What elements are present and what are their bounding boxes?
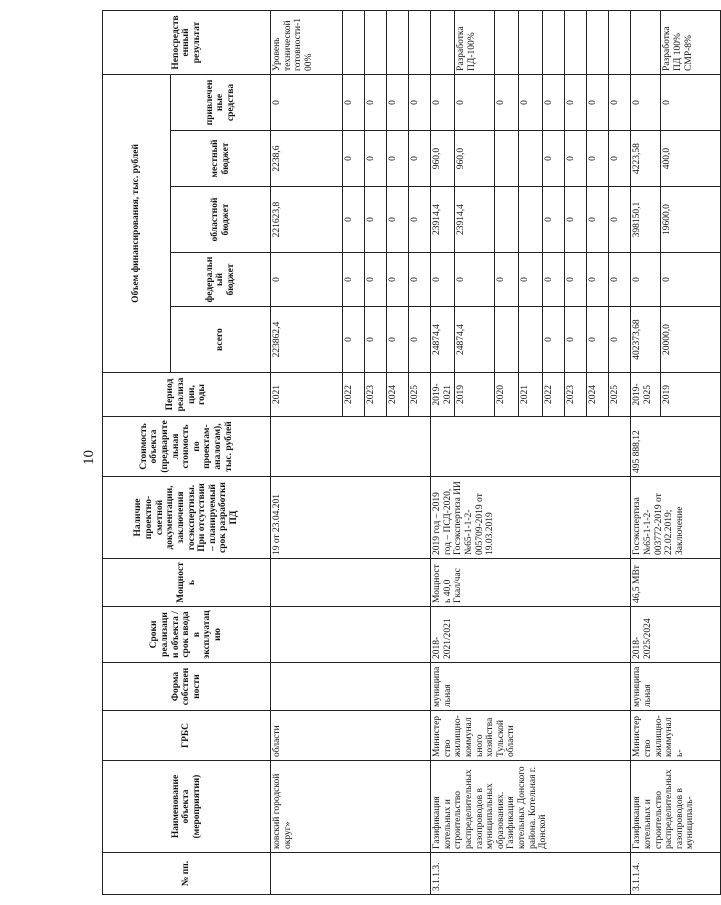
cell-result: [495, 10, 519, 74]
cell-result: [409, 10, 431, 74]
cell-regional: 19600,0: [661, 187, 721, 253]
cell-total: 223862,4: [271, 307, 343, 373]
header-attracted: привлеченные средства: [171, 74, 271, 130]
table-row: [431, 10, 455, 894]
cell-regional: 23914,4: [455, 187, 495, 253]
cell-federal: 0: [431, 253, 455, 307]
cell-total: 0: [565, 307, 587, 373]
cell-cost: [271, 417, 431, 477]
cell-year: 2022: [543, 373, 565, 417]
cell-regional: 23914,4: [431, 187, 455, 253]
cell-psd: Госэкспертиза №65-1-1-2-003772-2019 от 22.02.2019; Заключение: [631, 477, 721, 559]
table-row: [631, 10, 661, 894]
cell-federal: 0: [519, 253, 543, 307]
cell-total: 402373,68: [631, 307, 661, 373]
cell-regional: 398150,1: [631, 187, 661, 253]
cell-local: 960,0: [431, 131, 455, 187]
cell-attracted: 0: [495, 74, 519, 130]
cell-federal: 0: [409, 253, 431, 307]
cell-local: 0: [587, 131, 609, 187]
cell-grbs: области: [271, 711, 431, 761]
header-result: Непосредственный результат: [103, 10, 271, 74]
header-ownership: Форма собственности: [103, 663, 271, 711]
cell-num: 3.1.1.3.: [431, 853, 631, 895]
cell-federal: 0: [365, 253, 387, 307]
cell-year: 2022: [343, 373, 365, 417]
cell-regional: 0: [587, 187, 609, 253]
cell-total: 24874,4: [431, 307, 455, 373]
cell-term: 2018-2021/2021: [431, 607, 631, 663]
cell-local: 0: [565, 131, 587, 187]
cell-regional: 0: [565, 187, 587, 253]
cell-attracted: 0: [343, 74, 365, 130]
cell-result: [631, 10, 661, 74]
cell-local: 0: [387, 131, 409, 187]
cell-local: 4223,58: [631, 131, 661, 187]
cell-regional: 0: [543, 187, 565, 253]
cell-local: 0: [365, 131, 387, 187]
cell-total: 0: [587, 307, 609, 373]
cell-year: 2021: [271, 373, 343, 417]
cell-local: 0: [543, 131, 565, 187]
cell-local: [495, 131, 519, 187]
cell-year: 2020: [495, 373, 519, 417]
cell-name: ковский городской округ»: [271, 761, 431, 853]
header-regional: областной бюджет: [171, 187, 271, 253]
cell-year: 2025: [609, 373, 631, 417]
cell-year: 2019: [661, 373, 721, 417]
cell-regional: 0: [387, 187, 409, 253]
cell-result: [587, 10, 609, 74]
header-federal: федеральный бюджет: [171, 253, 271, 307]
cell-result: [543, 10, 565, 74]
cell-local: 0: [609, 131, 631, 187]
cell-ownership: [271, 663, 431, 711]
cell-year: 2024: [387, 373, 409, 417]
cell-federal: 0: [543, 253, 565, 307]
cell-total: 24874,4: [455, 307, 495, 373]
cell-total: 20000,0: [661, 307, 721, 373]
cell-attracted: 0: [661, 74, 721, 130]
cell-federal: 0: [587, 253, 609, 307]
cell-regional: 0: [609, 187, 631, 253]
cell-federal: 0: [387, 253, 409, 307]
cell-capacity: Мощность 40,0 Гкал/час: [431, 559, 631, 607]
header-capacity: Мощность: [103, 559, 271, 607]
cell-psd: 19 от 23.04.201: [271, 477, 431, 559]
cell-year: 2023: [565, 373, 587, 417]
cell-year: 2024: [587, 373, 609, 417]
cell-cost: [431, 417, 631, 477]
cell-year: 2023: [365, 373, 387, 417]
cell-num: 3.1.1.4.: [631, 853, 721, 895]
cell-year: 2021: [519, 373, 543, 417]
cell-attracted: 0: [387, 74, 409, 130]
cell-federal: 0: [343, 253, 365, 307]
cell-federal: 0: [565, 253, 587, 307]
cell-local: 400,0: [661, 131, 721, 187]
cell-attracted: 0: [631, 74, 661, 130]
cell-ownership: муниципальная: [431, 663, 631, 711]
cell-result: [609, 10, 631, 74]
cell-local: 0: [343, 131, 365, 187]
cell-result: [565, 10, 587, 74]
cell-attracted: 0: [587, 74, 609, 130]
table-body: [271, 10, 721, 894]
cell-capacity: [271, 559, 431, 607]
cell-year: 2019-2025: [631, 373, 661, 417]
cell-grbs: Министерство жилищно-коммунального хозяйства Тульской области: [431, 711, 631, 761]
cell-attracted: 0: [519, 74, 543, 130]
cell-attracted: 0: [455, 74, 495, 130]
cell-result: Разработка ПД-100%: [455, 10, 495, 74]
page-number: 10: [81, 450, 97, 465]
cell-total: [495, 307, 519, 373]
cell-total: 0: [343, 307, 365, 373]
table-row: [271, 10, 343, 894]
cell-psd: 2019 год – 2019 год – ПСД-2020, Госэкспертиза ИИ №65-1-1-2-005709-2019 от 19.03.2019: [431, 477, 631, 559]
cell-year: 2019: [455, 373, 495, 417]
cell-local: 2238,6: [271, 131, 343, 187]
cell-result: Уровень технической готовности-100%: [271, 10, 343, 74]
header-grbs: ГРБС: [103, 711, 271, 761]
header-name: Наименование объекта (мероприятия): [103, 761, 271, 853]
cell-capacity: 46,5 МВт: [631, 559, 721, 607]
header-psd: Наличие проектно-сметной документации, заключения госэкспертизы. При отсутствии – планируемый срок разработки ПД: [103, 477, 271, 559]
cell-federal: 0: [661, 253, 721, 307]
header-total: всего: [171, 307, 271, 373]
header-term: Сроки реализации объекта / срок ввода в эксплуатацию: [103, 607, 271, 663]
cell-attracted: 0: [565, 74, 587, 130]
cell-federal: 0: [631, 253, 661, 307]
cell-attracted: 0: [543, 74, 565, 130]
cell-local: 0: [409, 131, 431, 187]
cell-regional: 221623,8: [271, 187, 343, 253]
cell-attracted: 0: [271, 74, 343, 130]
cell-grbs: Министерство жилищно-коммуналь-: [631, 711, 721, 761]
cell-name: Газификация котельных и строительство распределительных газопроводов в муниципальных образованиях. Газификация котельных Донского района. Котельная г. Донской: [431, 761, 631, 853]
header-local: местный бюджет: [171, 131, 271, 187]
cell-attracted: 0: [409, 74, 431, 130]
cell-year: 2025: [409, 373, 431, 417]
cell-total: 0: [387, 307, 409, 373]
cell-total: 0: [365, 307, 387, 373]
cell-result: [365, 10, 387, 74]
cell-local: 960,0: [455, 131, 495, 187]
cell-year: 2019-2021: [431, 373, 455, 417]
cell-regional: 0: [365, 187, 387, 253]
cell-num: [271, 853, 431, 895]
cell-term: [271, 607, 431, 663]
cell-federal: 0: [455, 253, 495, 307]
cell-regional: [519, 187, 543, 253]
cell-federal: 0: [609, 253, 631, 307]
cell-result: [343, 10, 365, 74]
cell-result: [387, 10, 409, 74]
cell-regional: 0: [343, 187, 365, 253]
cell-total: [519, 307, 543, 373]
cell-local: [519, 131, 543, 187]
cell-total: 0: [409, 307, 431, 373]
cell-attracted: 0: [365, 74, 387, 130]
cell-name: Газификация котельных и строительство распределительных газопроводов в муниципаль-: [631, 761, 721, 853]
header-funding-group: Объем финансирования, тыс. рублей: [103, 74, 171, 372]
cell-term: 2018-2025/2024: [631, 607, 721, 663]
cell-regional: [495, 187, 519, 253]
cell-total: 0: [609, 307, 631, 373]
header-period: Период реализации, годы: [103, 373, 271, 417]
cell-cost: 495 888,12: [631, 417, 721, 477]
cell-regional: 0: [409, 187, 431, 253]
cell-attracted: 0: [609, 74, 631, 130]
cell-total: 0: [543, 307, 565, 373]
cell-attracted: 0: [431, 74, 455, 130]
cell-federal: 0: [495, 253, 519, 307]
cell-ownership: муниципальная: [631, 663, 721, 711]
cell-federal: 0: [271, 253, 343, 307]
header-num: № пп.: [103, 853, 271, 895]
financing-table: [102, 10, 721, 895]
cell-result: [431, 10, 455, 74]
cell-result: Разработка ПД 100% СМР-8%: [661, 10, 721, 74]
cell-result: [519, 10, 543, 74]
header-cost: Стоимость объекта (предварительная стоимость по проектам-аналогам), тыс. рублей: [103, 417, 271, 477]
